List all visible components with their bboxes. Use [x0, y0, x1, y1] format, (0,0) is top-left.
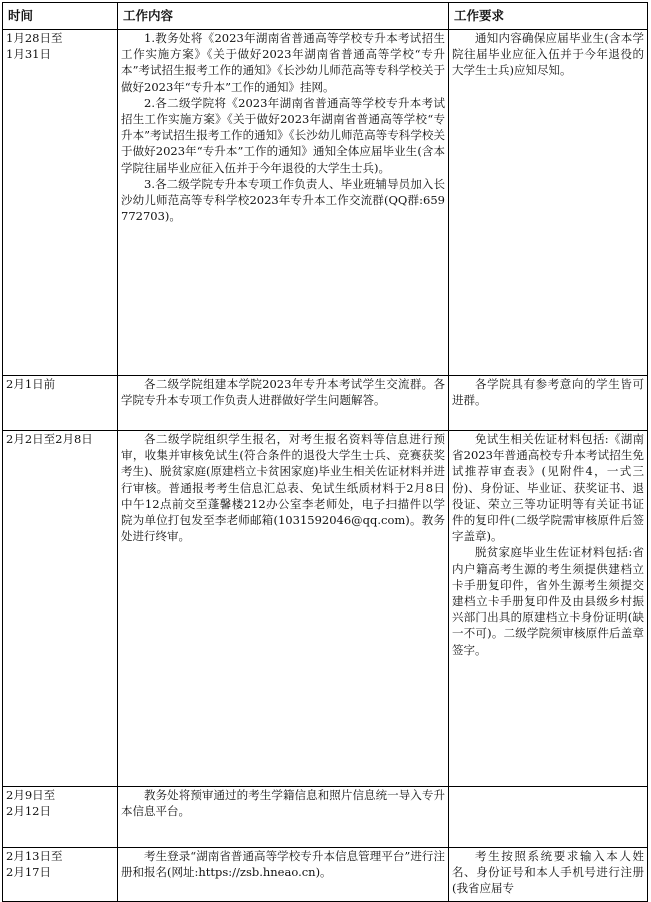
content-paragraph: 3.各二级学院专升本专项工作负责人、毕业班辅导员加入长沙幼儿师范高等专科学校2023年专升本工作交流群(QQ群:659772703)。	[121, 176, 445, 224]
row-time	[3, 30, 118, 376]
requirement-paragraph: 通知内容确保应届毕业生(含本学院往届毕业应征入伍并于今年退役的大学生士兵)应知尽知。	[452, 31, 644, 78]
row-requirement	[449, 30, 648, 376]
requirement-paragraph: 各学院具有参考意向的学生皆可进群。	[452, 377, 644, 408]
table-row	[3, 431, 648, 787]
row-time	[3, 848, 118, 902]
table-header-row	[3, 3, 648, 30]
content-paragraph: 1.教务处将《2023年湖南省普通高等学校专升本考试招生工作实施方案》《关于做好2023年湖南省普通高等学校“专升本”考试招生报考工作的通知》《长沙幼儿师范高等专科学校关于做好2023年“专升本”工作的通知》挂网。	[121, 31, 445, 94]
time-text: 1月28日至 1月31日	[6, 31, 63, 62]
content-paragraph: 教务处将预审通过的考生学籍信息和照片信息统一导入专升本信息平台。	[121, 788, 445, 819]
row-requirement	[449, 848, 648, 902]
requirement-paragraph: 免试生相关佐证材料包括:《湖南省2023年普通高校专升本考试招生免试推荐审查表》(见附件4，一式三份)、身份证、毕业证、获奖证书、退役证、荣立三等功证明等有关证书证件的复印件(二级学院需审核原件后签字盖章)。	[452, 432, 644, 544]
content-paragraph: 各二级学院组织学生报名，对考生报名资料等信息进行预审，收集并审核免试生(符合条件的退役大学生士兵、竞赛获奖考生)、脱贫家庭(原建档立卡贫困家庭)毕业生相关佐证材料并进行审核。普通报考考生信息汇总表、免试生纸质材料于2月8日中午12点前交至蓬馨楼212办公室李老师处，电子扫描件以学院为单位打包发至李老师邮箱(1031592046@qq.com)。教务处进行终审。	[121, 432, 445, 544]
table-row	[3, 30, 648, 376]
content-paragraph: 各二级学院组建本学院2023年专升本考试学生交流群。各学院专升本专项工作负责人进群做好学生问题解答。	[121, 377, 445, 408]
schedule-table	[2, 2, 648, 902]
content-paragraph: 2.各二级学院将《2023年湖南省普通高等学校专升本考试招生工作实施方案》《关于做好2023年湖南省普通高等学校“专升本”考试招生报考工作的通知》《长沙幼儿师范高等专科学校关于做好2023年“专升本”工作的通知》通知全体应届毕业生(含本学院往届毕业应征入伍并于今年退役的大学生士兵)。	[121, 95, 445, 175]
content-paragraph: 考生登录“湖南省普通高等学校专升本信息管理平台”进行注册和报名(网址:https://zsb.hneao.cn)。	[121, 849, 445, 880]
row-time	[3, 431, 118, 787]
row-content	[118, 848, 449, 902]
header-time: 时间	[3, 3, 118, 30]
row-content	[118, 30, 449, 376]
time-text: 2月13日至 2月17日	[6, 849, 63, 880]
time-text: 2月2日至2月8日	[6, 432, 93, 446]
row-requirement	[449, 376, 648, 431]
row-requirement	[449, 787, 648, 848]
row-content	[118, 787, 449, 848]
requirement-paragraph: 脱贫家庭毕业生佐证材料包括:省内户籍高考生源的考生须提供建档立卡手册复印件，省外生源考生须提交建档立卡手册复印件及由县级乡村振兴部门出具的原建档立卡身份证明(缺一不可)。二级学院须审核原件后盖章签字。	[452, 545, 644, 657]
table-row	[3, 848, 648, 902]
requirement-paragraph: 考生按照系统要求输入本人姓名、身份证号和本人手机号进行注册(我省应届专	[452, 849, 644, 896]
time-text: 2月1日前	[6, 377, 56, 391]
time-text: 2月9日至 2月12日	[6, 788, 56, 819]
header-requirement: 工作要求	[449, 3, 648, 30]
row-content	[118, 376, 449, 431]
table-row	[3, 787, 648, 848]
header-content: 工作内容	[118, 3, 449, 30]
row-requirement	[449, 431, 648, 787]
row-time	[3, 376, 118, 431]
row-content	[118, 431, 449, 787]
table-row	[3, 376, 648, 431]
row-time	[3, 787, 118, 848]
